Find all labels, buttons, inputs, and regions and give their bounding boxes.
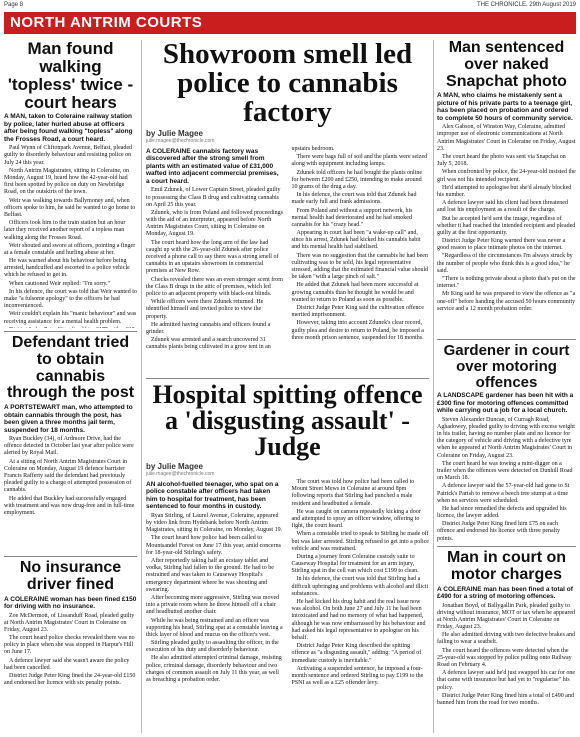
paragraph: After becoming more aggressive, Stirling was moved into a private room where he threw himself off a chair and headbutted another chair.: [146, 594, 280, 616]
paragraph: From Poland and without a support network, his mental health had deteriorated and he had smoked cannabis for his "crazy head.": [291, 207, 413, 228]
paragraph: In his defence, the court was told that Stirling had a difficult upbringing and problems with alcohol and illicit substances.: [291, 576, 429, 597]
paragraph: The court heard the photo was sent via Snapchat on July 5, 2018.: [437, 154, 566, 168]
lead-paragraph: A MAN, taken to Coleraine railway station by police, later hurled abuse at officers after being found walking "topless" along the Frosses Road, a court heard.: [4, 113, 133, 143]
center-column: [146, 40, 429, 733]
paragraph: District Judge Peter King fined him £75 on each offence and endorsed his licence with three penalty points.: [437, 521, 561, 542]
paragraph: Weir couldn't explain his "manic behaviour" and was receiving assistance for a mental health problem.: [4, 311, 137, 325]
headline: Man sentenced over naked Snapchat photo: [446, 40, 567, 90]
paragraph: He added that Zdunek had been more successful at growing cannabis than he thought he would be and wanted to return to Poland as soon as possible.: [291, 282, 419, 303]
headline: Man found walking 'topless' twice - court hears: [7, 40, 134, 112]
section-banner: NORTH ANTRIM COURTS: [4, 12, 576, 34]
paragraph: While he was being restrained and an officer was supporting his head, Stirling spat at a constable leaving a thick layer of blood and mucus on the officer's vest.: [146, 617, 283, 638]
paragraph: Officers took him to the train station but an hour later they received another report of a topless man walking along the Frosses Road.: [4, 220, 126, 241]
divider: [437, 546, 576, 547]
article-topless: [4, 40, 137, 328]
byline-name: by Julie Magee: [146, 129, 203, 138]
paragraph: "Regardless of the circumstances I'm always struck by the number of people who think this is a good idea," he said.: [437, 253, 573, 274]
headline: Showroom smell led police to cannabis factory: [162, 40, 413, 128]
paragraph: There was no suggestion that the cannabis he had been cultivating was to be sold, his legal representative stressed, adding that the estimated financial value should be taken "with a large pinch of salt.": [291, 252, 429, 281]
paragraph: Zdunek told officers he had bought the plants online for between £200 and £250, intending to make around 10 grams of the drug a day.: [291, 169, 423, 190]
paragraph: He also admitted driving with two defective brakes and failing to wear a seatbelt.: [437, 632, 575, 646]
page-number: Page 8: [4, 2, 24, 8]
column-divider: [141, 40, 142, 733]
divider: [4, 556, 137, 557]
paragraph: He was warned about his behaviour before being arrested, handcuffed and escorted to a police vehicle which he refused to get in.: [4, 258, 130, 279]
article-motor-charges: [437, 550, 576, 730]
page-header-line: [4, 2, 576, 12]
paragraph: Appearing in court had been "a wake-up call" and, since his arrest, Zdunek had kicked his cannabis habit and his mental health had stabilised.: [291, 230, 421, 251]
paragraph: Alex Gabson, of Winston Way, Coleraine, admitted improper use of electronic communications at North Antrim Magistrates' Court in Coleraine on Friday, August 23.: [437, 124, 576, 152]
lead-paragraph: A PORTSTEWART man, who attempted to obtain cannabis through the post, has been given a three months jail term, suspended for 18 months.: [4, 404, 133, 434]
lead-paragraph: A COLERAINE cannabis factory was discovered after the strong smell from plants with an estimated value of £31,000 wafted into adjacent commercial premises, a court heard.: [146, 148, 279, 185]
byline: [146, 462, 429, 477]
article-body: [4, 145, 137, 328]
paragraph: A defence lawyer said his client had been threatened and lost his employment as a result of the charge.: [437, 200, 568, 214]
paragraph: Mr King said he was prepared to view the offence as "a one-off" before handing the accused 50 hours community service and a 12 month probation order.: [437, 291, 576, 312]
article-cannabis-factory: [146, 40, 429, 375]
column-divider: [433, 40, 434, 733]
paragraph: A defence lawyer said she wasn't aware the policy had been cancelled.: [4, 657, 130, 671]
article-body: [146, 479, 429, 688]
paragraph: He was caught on camera repeatedly kicking a door and attempted to spray an officer window, offering to fight, the court heard.: [291, 508, 421, 530]
byline-email: julie.magee@thechronicle.com: [146, 471, 215, 477]
headline: Gardener in court over motoring offences: [443, 343, 570, 391]
paragraph: When a constable tried to speak to Stirling he made off but was later arrested. Stirling refused to get into a police vehicle and was restrained.: [291, 531, 429, 552]
lead-paragraph: A COLERAINE woman has been fined £150 for driving with no insurance.: [4, 595, 137, 611]
headline: No insurance driver fined: [19, 560, 122, 593]
paragraph: When cautioned Weir replied: "I'm sorry.": [9, 280, 110, 287]
lead-paragraph: AN alcohol-fuelled teenager, who spat on a police constable after officers had taken him to hospital for treatment, has been sentenced to four months in custody.: [146, 481, 279, 511]
paragraph: "There is nothing private about a photo that's put on the internet.": [437, 276, 576, 290]
lead-paragraph: A MAN, who claims he mistakenly sent a picture of his private parts to a teenage girl, has been placed on probation and ordered to complete 50 hours of community service.: [437, 92, 573, 122]
headline: Man in court on motor charges: [446, 550, 567, 583]
paragraph: The court heard he was towing a mini-digger on a trailer when the offences were detected on Dunhill Road on March 18.: [437, 460, 573, 482]
paragraph: He had kicked his drug habit and the real issue now was alcohol. On both June 27 and July 11 he had been intoxicated and had no memory of what had happened, although he was now embarrassed by his behaviour and had asked his legal representative to apologise on his behalf.: [291, 599, 426, 641]
paragraph: Weir was walking towards Ballymoney and, when officers spoke to him, he said he wanted to go home to Belfast.: [4, 197, 136, 218]
article-no-insurance: [4, 560, 137, 733]
paragraph: District Judge Peter King fined him a total of £490 and banned him from the road for two months.: [437, 692, 574, 706]
article-body: [146, 146, 429, 351]
paragraph: The court was told how police had been called to Mount Street Mews in Coleraine at around 8pm following reports that Stirling had punched a male resident and headbutted a female.: [291, 479, 415, 507]
headline: Hospital spitting offence a 'disgusting assault' - Judge: [152, 382, 423, 461]
paragraph: Activating a suspended sentence, he imposed a four-month sentence and ordered Stirling to pay £199 to the PSNI as well as a £25 offender levy.: [291, 665, 424, 687]
paragraph: District Judge Peter King said the cultivation offence merited imprisonment.: [291, 304, 424, 319]
paragraph: Ryan Stirling, of Laurel Avenue, Coleraine, appeared by video link from Hydebank before North Antrim Magistrates, sitting in Coleraine, on Monday, August 19.: [146, 512, 283, 534]
paragraph: Zoe McDermott, of Lissanduff Road, pleaded guilty at North Antrim Magistrates' Court in Coleraine on Friday, August 23.: [4, 612, 135, 633]
paragraph: Emil Zdunek, of Lower Captain Street, pleaded guilty to possessing the Class B drug and cultivating cannabis on April 25 this year.: [146, 187, 281, 208]
paragraph: Zdunek, who is from Poland and followed proceedings with the aid of an interpreter, appeared before North Antrim Magistrates Court, sitting in Coleraine on Monday, August 19.: [146, 209, 283, 238]
paragraph: After reportedly taking half an ecstasy tablet and vodka, Stirling had fallen to the ground. He had to be restrained and was taken to Causeway Hospital's emergency department where he was shouting and swearing.: [146, 558, 274, 593]
headline: Defendant tried to obtain cannabis through the post: [6, 335, 135, 402]
paragraph: He added that Buckley had successfully engaged with treatment and was now drug-free and in full-time employment.: [4, 495, 135, 516]
paragraph: A defence lawyer said he'd just swapped his car for one that came with insurance but had yet to "regularise" his policy.: [437, 670, 576, 691]
paragraph: Zdunek was arrested and a search uncovered 31 cannabis plants being cultivated in a grow tent in an upstairs bedroom.: [146, 146, 335, 351]
paragraph: District Judge Peter King warned there was never a good reason to place intimate photos on the internet.: [437, 238, 566, 252]
paragraph: He admitted having cannabis and officers found a grinder.: [146, 321, 271, 335]
paragraph: Ryan Buckley (34), of Ardmore Drive, had the offence detected in October last year after police were alerted by Royal Mail.: [4, 436, 134, 457]
paragraph: He had since remedied the defects and upgraded his licence, the lawyer added.: [437, 505, 567, 520]
article-cannabis-post: [4, 335, 137, 553]
paragraph: The court heard police checks revealed there was no policy in place when she was stopped in Harpur's Hill on June 17.: [4, 635, 135, 656]
paragraph: Steven Alexander Duncan, of Curragh Road, Aghadowey, pleaded guilty to driving with excess weight in his trailer, having no number plate and no licence for the category of vehicle and driving with a defective tyre when he appeared at North Antrim Magistrates' Court in Coleraine on Friday, August 23.: [437, 416, 575, 459]
paragraph: Stirling pleaded guilty to assaulting the officer, in the execution of his duty and disorderly behaviour.: [146, 640, 279, 654]
paragraph: District Judge Peter King fined the 24-year-old £150 and endorsed her licence with six penalty points.: [4, 673, 136, 687]
paragraph: Jonathan Boyd, of Ballygallin Park, pleaded guilty to driving without insurance, MOT or tax when he appeared at North Antrim Magistrates' Court in Coleraine on Friday, August 23.: [437, 602, 576, 631]
lead-paragraph: A COLERAINE man has been fined a total of £490 for a string of motoring offences.: [437, 585, 573, 601]
right-column: [437, 40, 576, 733]
paragraph: Checks revealed there was an even stronger scent from the Class B drugs in the attic of premises, which led police to an adjacent property with black-out blinds.: [146, 276, 283, 297]
paragraph: The court heard the offences were detected when the 25-year-old was stopped by police pulling onto Railway Road on February 4.: [437, 647, 572, 669]
paragraph: When confronted by police, the 24-year-old insisted the girl was not his intended recipient.: [437, 169, 576, 183]
byline-name: by Julie Magee: [146, 462, 203, 471]
byline: [146, 129, 429, 144]
divider: [146, 378, 429, 379]
article-hospital-spitting: [146, 382, 429, 727]
article-gardener: [437, 343, 576, 543]
paragraph: However, taking into account Zdunek's clear record, guilty plea and desire to return to Poland, he imposed a three month prison sentence, suspended for 18 months.: [291, 320, 424, 341]
divider: [4, 331, 137, 332]
lead-paragraph: A LANDSCAPE gardener has been hit with a £300 fine for motoring offences committed while carrying out a job for a local church.: [437, 392, 574, 415]
paragraph: The court heard how police had been called to Mountsandel Forest on June 17 this year, amid concerns for 18-year-old Stirling's safety.: [146, 535, 281, 556]
paragraph: Weir shouted and swore at officers, pointing a finger at a female constable and hurling abuse at her.: [4, 242, 136, 256]
paragraph: North Antrim Magistrates, sitting in Coleraine, on Monday, August 19, heard how the 42-year-old had first been spotted by police on duty on Newbridge Road, on the outskirts of the town.: [4, 167, 129, 196]
byline-email: julie.magee@thechronicle.com: [146, 138, 215, 144]
paragraph: But he accepted he'd sent the image, regardless of whether it had reached the intended recipient and pleaded guilty at the first opportunity.: [437, 215, 576, 236]
paragraph: In his defence, the court was told that Zdunek had made early full and frank admissions.: [291, 192, 417, 206]
paragraph: At a sitting of North Antrim Magistrates Court in Coleraine on Monday, August 19 defence barrister Francis Rafferty said the defendant had previously pleaded guilty to a charge of attempted possession of cannabis.: [4, 458, 132, 494]
paragraph: In his defence, the court was told that Weir wanted to make "a fulsome apology" to the officers he had inconvenienced.: [4, 288, 137, 310]
paragraph: [4, 327, 137, 328]
divider: [437, 339, 576, 340]
paragraph: Paul Wynn of Cliftonpark Avenue, Belfast, pleaded guilty to disorderly behaviour and resisting police on July 24 this year.: [4, 145, 133, 166]
paragraph: He also admitted attempted criminal damage, resisting police, criminal damage, disorderly behaviour and two charges of common assault on July 11 this year, as well as breaching a probation order.: [146, 655, 282, 683]
paragraph: The court heard how the long arm of the law had caught up with the 26-year-old Zdunek after police received a phone call to say there was a strong smell of cannabis in an upstairs showroom in commercial premises at New Row.: [146, 239, 279, 275]
paragraph: District Judge Peter King described the spitting offence as "a disgusting assault," adding: "A period of immediate custody is inevitable.": [291, 643, 422, 664]
paragraph: While officers were there Zdunek returned. He identified himself and invited police to view the property.: [146, 299, 264, 320]
paragraph: During a journey from Coleraine custody suite to Causeway Hospital for treatment for an arm injury, Stirling spat in the cell van which cost £199 to clean.: [291, 553, 419, 575]
paragraph: He'd attempted to apologise but she'd already blocked his number.: [437, 184, 572, 198]
paragraph: There were bags full of soil and the plants were seized along with equipment including lamps.: [291, 154, 428, 168]
paragraph: A defence lawyer said the 57-year-old had gone to St Patrick's Parish to remove a beech tree stump at a time when no services were scheduled.: [437, 483, 570, 504]
article-snapchat: [437, 40, 576, 336]
left-column: [4, 40, 137, 733]
paper-date: THE CHRONICLE, 29th August 2019: [476, 2, 576, 8]
